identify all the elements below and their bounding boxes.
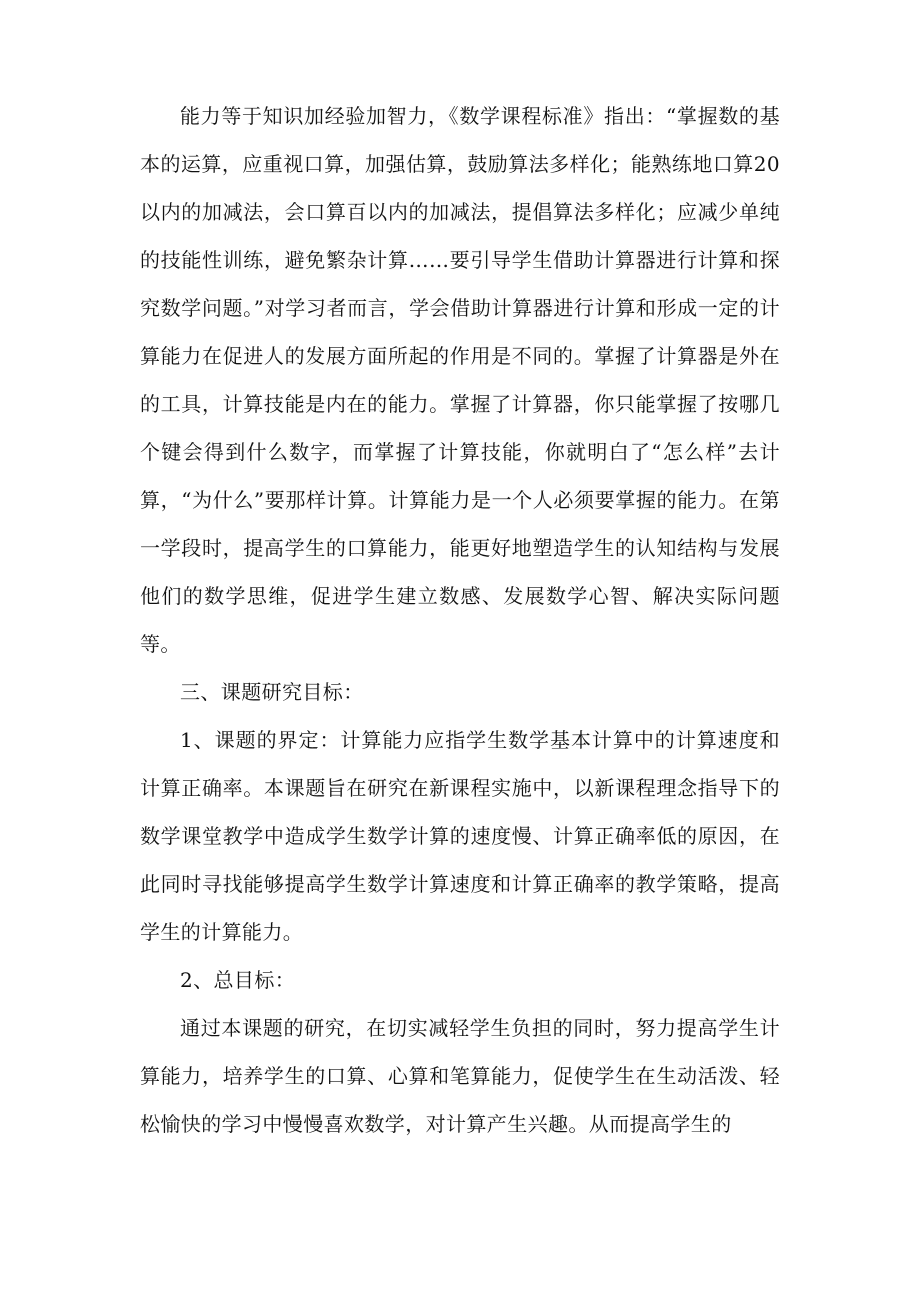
para-calculation-ability: 能力等于知识加经验加智力，《数学课程标准》指出：“掌握数的基本的运算，应重视口算，加强估算，鼓励算法多样化；能熟练地口算20以内的加减法，会口算百以内的加减法，提倡算法多样化；应减少单纯的技能性训练，避免繁杂计算……要引导学生借助计算器进行计算和探究数学问题。”对学习者而言，学会借助计算器进行计算和形成一定的计算能力在促进人的发展方面所起的作用是不同的。掌握了计算器是外在的工具，计算技能是内在的能力。掌握了计算器，你只能掌握了按哪几个键会得到什么数字，而掌握了计算技能，你就明白了“怎么样”去计算，“为什么”要那样计算。计算能力是一个人必须要掌握的能力。在第一学段时，提高学生的口算能力，能更好地塑造学生的认知结构与发展他们的数学思维，促进学生建立数感、发展数学心智、解决实际问题等。 xyxy=(140,104,780,656)
subheading-overall-goal: 2、总目标： xyxy=(180,968,296,992)
para-topic-definition: 1、课题的界定：计算能力应指学生数学基本计算中的计算速度和计算正确率。本课题旨在研究在新课程实施中，以新课程理念指导下的数学课堂教学中造成学生数学计算的速度慢、计算正确率低的原因，在此同时寻找能够提高学生数学计算速度和计算正确率的教学策略，提高学生的计算能力。 xyxy=(140,728,780,944)
para-overall-goal: 通过本课题的研究，在切实减轻学生负担的同时，努力提高学生计算能力，培养学生的口算、心算和笔算能力，促使学生在生动活泼、轻松愉快的学习中慢慢喜欢数学，对计算产生兴趣。从而提高学生的 xyxy=(140,1016,780,1136)
document-page xyxy=(140,92,780,1148)
section-heading-research-goals: 三、课题研究目标： xyxy=(180,680,364,704)
